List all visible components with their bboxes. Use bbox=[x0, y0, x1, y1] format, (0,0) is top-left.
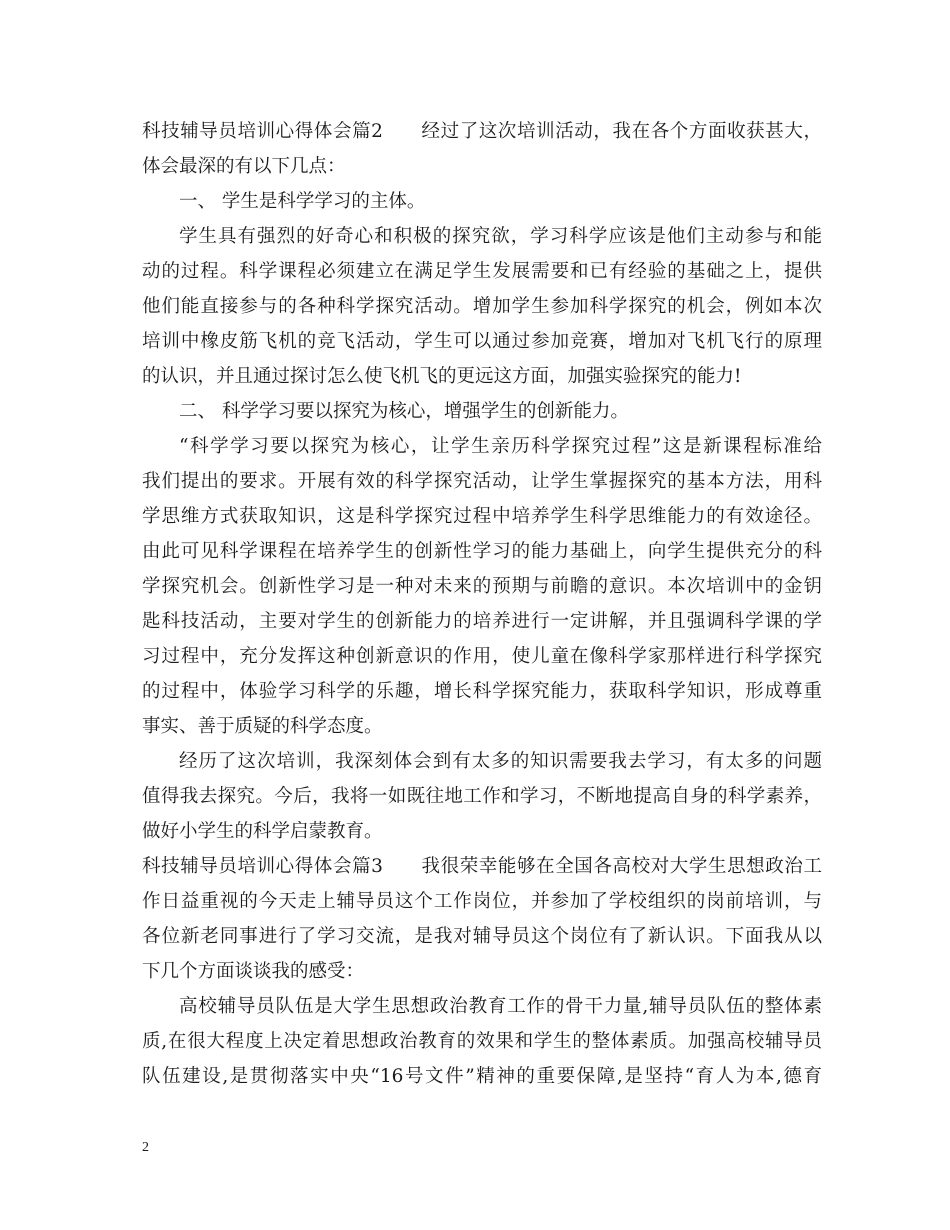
section-lead-text: 我很荣幸能够在全国各高校对大学生思想政治工 bbox=[420, 856, 822, 877]
paragraph-line: 他们能直接参与的各种科学探究活动。增加学生参加科学探究的机会，例如本次 bbox=[142, 296, 822, 317]
paragraph-line: 作日益重视的今天走上辅导员这个工作岗位，并参加了学校组织的岗前培训，与 bbox=[142, 891, 822, 912]
section-title: 科技辅导员培训心得体会篇3 bbox=[142, 856, 383, 877]
section-title: 科技辅导员培训心得体会篇2 bbox=[142, 121, 383, 142]
paragraph-line: 队伍建设,是贯彻落实中央“16号文件”精神的重要保障,是坚持“育人为本,德育 bbox=[142, 1066, 822, 1087]
numbered-heading: 一、 学生是科学学习的主体。 bbox=[179, 191, 426, 212]
paragraph-last-line: 下几个方面谈谈我的感受： bbox=[142, 961, 365, 982]
section-title-line bbox=[142, 114, 822, 149]
paragraph-last-line: 做好小学生的科学启蒙教育。 bbox=[142, 821, 383, 842]
paragraph-line: 动的过程。科学课程必须建立在满足学生发展需要和已有经验的基础之上，提供 bbox=[142, 261, 822, 282]
paragraph-line: 学探究机会。创新性学习是一种对未来的预期与前瞻的意识。本次培训中的金钥 bbox=[142, 576, 822, 597]
paragraph-last-line: 体会最深的有以下几点： bbox=[142, 156, 346, 177]
paragraph-line: 我们提出的要求。开展有效的科学探究活动，让学生掌握探究的基本方法，用科 bbox=[142, 471, 822, 492]
document-body bbox=[142, 114, 822, 1094]
paragraph-last-line: 的认识，并且通过探讨怎么使飞机飞的更远这方面，加强实验探究的能力! bbox=[142, 366, 742, 387]
section-lead-text: 经过了这次培训活动，我在各个方面收获甚大， bbox=[420, 121, 822, 142]
paragraph-line: 习过程中，充分发挥这种创新意识的作用，使儿童在像科学家那样进行科学探究 bbox=[142, 646, 822, 667]
paragraph-first-line: “科学学习要以探究为核心，让学生亲历科学探究过程”这是新课程标准给 bbox=[179, 436, 822, 457]
paragraph-last-line: 事实、善于质疑的科学态度。 bbox=[142, 716, 383, 737]
paragraph-line: 学思维方式获取知识，这是科学探究过程中培养学生科学思维能力的有效途径。 bbox=[142, 506, 822, 527]
paragraph-first-line: 学生具有强烈的好奇心和积极的探究欲，学习科学应该是他们主动参与和能 bbox=[179, 226, 822, 247]
paragraph-line: 质,在很大程度上决定着思想政治教育的效果和学生的整体素质。加强高校辅导员 bbox=[142, 1031, 822, 1052]
paragraph-line: 各位新老同事进行了学习交流，是我对辅导员这个岗位有了新认识。下面我从以 bbox=[142, 926, 822, 947]
paragraph-first-line: 经历了这次培训，我深刻体会到有太多的知识需要我去学习，有太多的问题 bbox=[179, 751, 822, 772]
paragraph-line: 匙科技活动，主要对学生的创新能力的培养进行一定讲解，并且强调科学课的学 bbox=[142, 611, 822, 632]
paragraph-line: 值得我去探究。今后，我将一如既往地工作和学习，不断地提高自身的科学素养， bbox=[142, 786, 822, 807]
paragraph-first-line: 高校辅导员队伍是大学生思想政治教育工作的骨干力量,辅导员队伍的整体素 bbox=[179, 996, 822, 1017]
section-title-line bbox=[142, 849, 822, 884]
paragraph-line: 的过程中，体验学习科学的乐趣，增长科学探究能力，获取科学知识，形成尊重 bbox=[142, 681, 822, 702]
paragraph-line: 由此可见科学课程在培养学生的创新性学习的能力基础上，向学生提供充分的科 bbox=[142, 541, 822, 562]
numbered-heading: 二、 科学学习要以探究为核心，增强学生的创新能力。 bbox=[179, 401, 629, 422]
paragraph-line: 培训中橡皮筋飞机的竞飞活动，学生可以通过参加竞赛，增加对飞机飞行的原理 bbox=[142, 331, 822, 352]
page-number: 2 bbox=[142, 1140, 149, 1155]
